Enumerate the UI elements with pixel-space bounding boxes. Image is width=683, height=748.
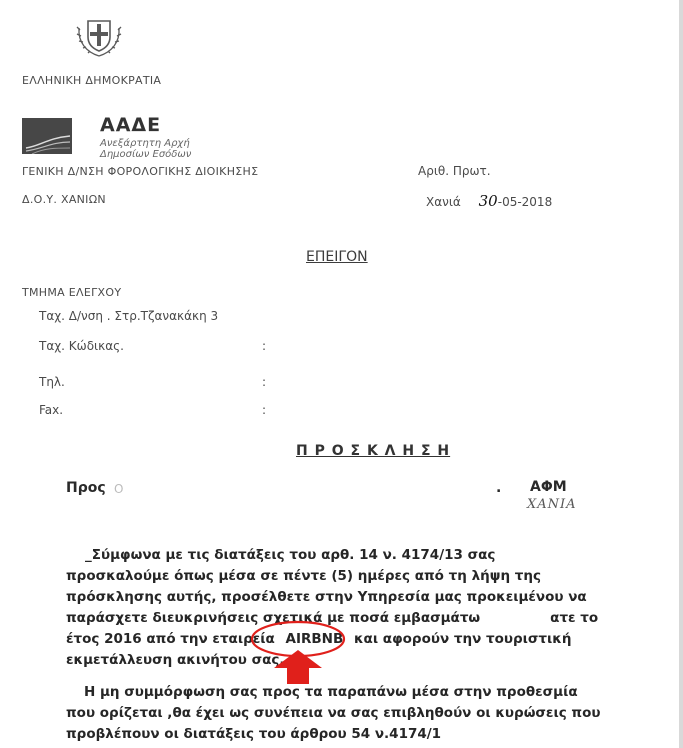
department-name: ΤΜΗΜΑ ΕΛΕΓΧΟΥ [22,286,122,299]
body-line-5b: και αφορούν την τουριστική [353,631,572,647]
tax-id-label: ΑΦΜ [530,479,567,495]
directorate: ΓΕΝΙΚΗ Δ/ΝΣΗ ΦΟΡΟΛΟΓΙΚΗΣ ΔΙΟΙΚΗΣΗΣ [22,165,259,178]
body-line-4a: παράσχετε διευκρινήσεις σχετικά με ποσά εμβασμάτω [66,610,481,626]
recipient-label: Προς [66,480,106,496]
aade-subtitle-2: Δημοσίων Εσόδων [100,149,192,160]
postal-code-label: Ταχ. Κώδικας. [39,339,124,353]
tax-office: Δ.Ο.Υ. ΧΑΝΙΩΝ [22,193,106,206]
body-line-9: προβλέπουν οι διατάξεις του άρθρου 54 ν.4174/1 [66,726,442,742]
body-line-2: προσκαλούμε όπως μέσα σε πέντε (5) ημέρες από τη λήψη της [66,568,541,584]
phone-colon: : [262,375,267,389]
department-address: Ταχ. Δ/νση . Στρ.Τζανακάκη 3 [39,309,219,323]
date-rest: -05-2018 [497,195,553,209]
republic-title: ΕΛΛΗΝΙΚΗ ΔΗΜΟΚΡΑΤΙΑ [22,74,162,87]
body-line-7: Η μη συμμόρφωση σας προς τα παραπάνω μέσα στην προθεσμία [84,684,578,700]
recipient-name-end: . [496,480,502,496]
body-line-1: _Σύμφωνα με τις διατάξεις του αρθ. 14 ν. 4174/13 σας [85,547,496,563]
aade-name: ΑΑΔΕ [100,114,162,136]
postal-code-colon: : [262,339,267,353]
airbnb-highlight: AIRBNB [285,631,344,647]
date-handwritten-day: 30 [478,192,498,210]
fax-label: Fax. [39,403,64,417]
body-line-8: που ορίζεται ,θα έχει ως συνέπεια να σας επιβληθούν οι κυρώσεις που [66,705,601,721]
handwritten-city: ΧΑΝΙΑ [527,497,577,512]
fax-colon: : [262,403,267,417]
body-line-3: πρόσκλησης αυτής, προσέλθετε στην Υπηρεσία μας προκειμένου να [66,589,587,605]
date-place: Χανιά [426,195,461,209]
protocol-number-label: Αριθ. Πρωτ. [418,164,491,178]
urgent-label: ΕΠΕΙΓΟΝ [306,249,368,265]
body-line-5a: έτος 2016 από την εταιρεία [66,631,275,647]
invitation-title: Π Ρ Ο Σ Κ Λ Η Σ Η [296,443,451,459]
body-line-6: εκμετάλλευση ακινήτου σας. [66,652,285,668]
aade-subtitle-1: Ανεξάρτητη Αρχή [100,138,190,149]
phone-label: Τηλ. [39,375,65,389]
body-line-4b: ατε το [550,610,599,626]
recipient-name-start: Ο [114,482,124,496]
